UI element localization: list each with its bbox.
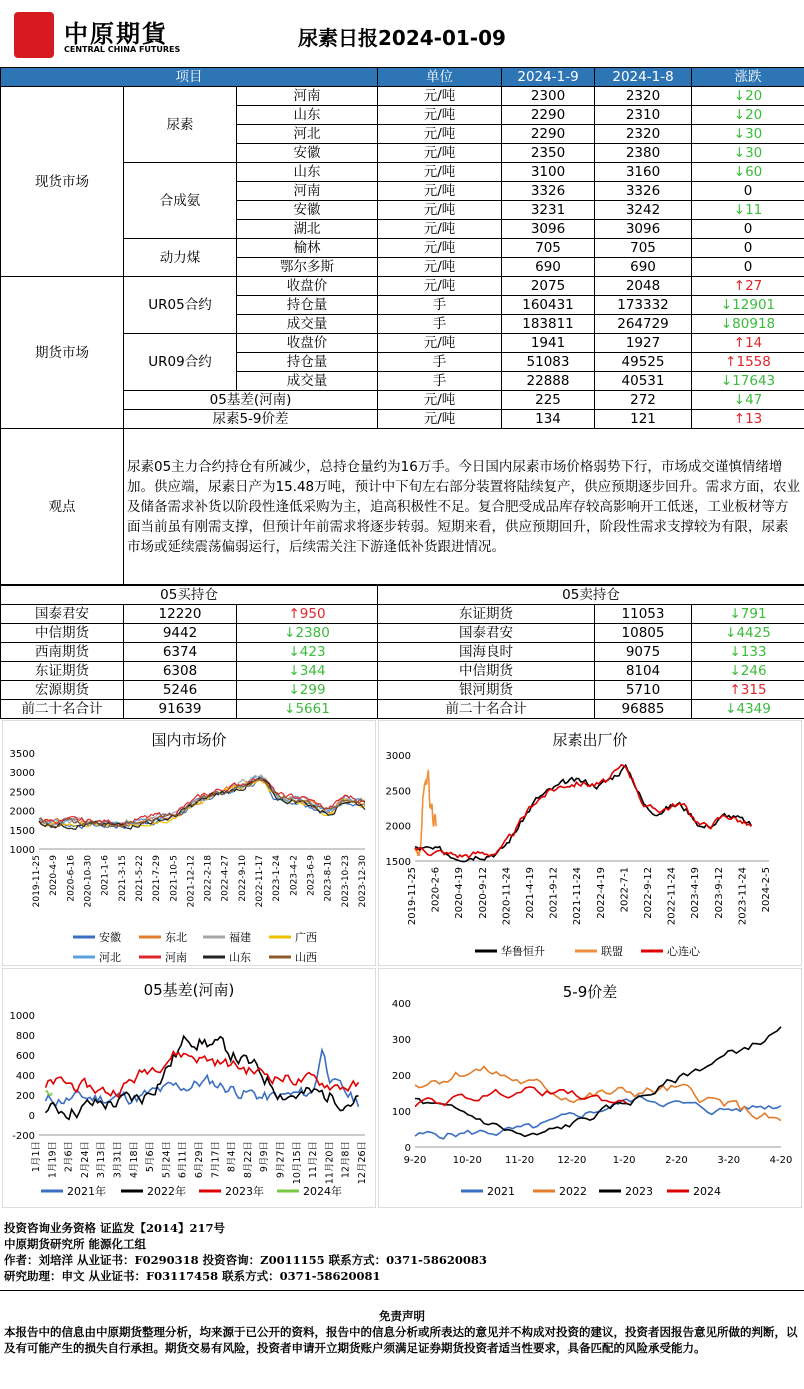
x-tick-label: 2024-2-5	[761, 867, 772, 913]
value-cell: 173332	[595, 296, 692, 315]
legend-label: 联盟	[601, 945, 623, 958]
x-tick-label: 1月1日	[31, 1141, 42, 1173]
x-tick-label: 7月17日	[210, 1141, 222, 1179]
series-line	[46, 1052, 359, 1098]
y-tick-label: 2500	[9, 787, 35, 799]
value-cell: 225	[502, 391, 595, 410]
author-info: 作者：刘培洋 从业证书：F0290318 投资咨询：Z0011155 联系方式：0371-58620083	[4, 1253, 487, 1267]
value-cell: 134	[502, 410, 595, 429]
value-cell: 2350	[502, 144, 595, 163]
value-cell: 2290	[502, 125, 595, 144]
y-tick-label: 3000	[385, 751, 411, 762]
unit-cell: 元/吨	[378, 106, 502, 125]
position-cell: 10805	[595, 624, 692, 643]
series-line	[39, 778, 365, 825]
footer	[0, 1212, 804, 1389]
legend-label: 山东	[229, 951, 251, 964]
value-cell: 264729	[595, 315, 692, 334]
unit-cell: 元/吨	[378, 163, 502, 182]
table-row	[1, 87, 804, 106]
value-cell: 3326	[502, 182, 595, 201]
region-cell: 河南	[237, 87, 378, 106]
item-cell: 成交量	[237, 315, 378, 334]
x-tick-label: 4-20	[769, 1155, 793, 1166]
broker-cell: 国泰君安	[1, 605, 124, 624]
x-tick-label: 2022-4-27	[220, 855, 231, 902]
buy-title: 05买持仓	[1, 586, 378, 605]
change-cell: ↑1558	[692, 353, 804, 372]
change-cell: 0	[692, 182, 804, 201]
change-cell: ↓344	[237, 662, 378, 681]
region-cell: 安徽	[237, 201, 378, 220]
unit-cell: 元/吨	[378, 220, 502, 239]
position-row	[1, 643, 804, 662]
y-tick-label: 300	[391, 1035, 411, 1046]
position-row	[1, 700, 804, 719]
x-tick-label: 9-20	[403, 1155, 427, 1166]
unit-cell: 元/吨	[378, 334, 502, 353]
header-item: 项目	[1, 68, 378, 87]
region-cell: 鄂尔多斯	[237, 258, 378, 277]
change-cell: ↓12901	[692, 296, 804, 315]
change-cell: ↓4425	[692, 624, 804, 643]
value-cell: 2380	[595, 144, 692, 163]
futures-market-label: 期货市场	[1, 277, 124, 429]
change-cell: ↓30	[692, 144, 804, 163]
item-cell: 收盘价	[237, 334, 378, 353]
value-cell: 2075	[502, 277, 595, 296]
position-cell: 6374	[124, 643, 237, 662]
legend-label: 2022	[559, 1185, 587, 1198]
logo-english: CENTRAL CHINA FUTURES	[64, 45, 181, 54]
product-group: 动力煤	[124, 239, 237, 277]
value-cell: 1927	[595, 334, 692, 353]
change-cell: ↓2380	[237, 624, 378, 643]
chart-spread	[378, 968, 802, 1208]
broker-cell: 东证期货	[378, 605, 595, 624]
change-cell: ↓423	[237, 643, 378, 662]
position-cell: 9075	[595, 643, 692, 662]
unit-cell: 元/吨	[378, 201, 502, 220]
table-header	[1, 68, 804, 87]
value-cell: 690	[502, 258, 595, 277]
unit-cell: 元/吨	[378, 125, 502, 144]
value-cell: 1941	[502, 334, 595, 353]
x-tick-label: 2020-11-24	[501, 867, 513, 926]
company-logo-icon	[14, 12, 54, 58]
y-tick-label: 1500	[9, 825, 35, 837]
series-line	[415, 1096, 781, 1139]
value-cell: 2320	[595, 125, 692, 144]
y-tick-label: 3000	[9, 768, 35, 780]
y-tick-label: 600	[15, 1051, 35, 1062]
x-tick-label: 2021-12-12	[186, 855, 197, 908]
value-cell: 3231	[502, 201, 595, 220]
chart-factory-price	[378, 720, 802, 966]
value-cell: 40531	[595, 372, 692, 391]
value-cell: 3326	[595, 182, 692, 201]
contract-group: UR09合约	[124, 334, 237, 391]
change-cell: ↓791	[692, 605, 804, 624]
unit-cell: 元/吨	[378, 239, 502, 258]
x-tick-label: 12-20	[557, 1155, 587, 1166]
x-tick-label: 10月15日	[291, 1141, 303, 1185]
unit-cell: 元/吨	[378, 182, 502, 201]
x-tick-label: 2021-11-24	[572, 867, 584, 926]
unit-cell: 元/吨	[378, 277, 502, 296]
x-tick-label: 2023-8-16	[323, 855, 334, 902]
x-tick-label: 1-20	[612, 1155, 636, 1166]
y-tick-label: 1500	[385, 857, 411, 868]
x-tick-label: 3月31日	[112, 1141, 124, 1179]
header-date2: 2024-1-8	[595, 68, 692, 87]
value-cell: 2290	[502, 106, 595, 125]
x-tick-label: 8月4日	[226, 1141, 238, 1173]
qualification: 投资咨询业务资格 证监发【2014】217号	[4, 1221, 226, 1235]
x-tick-label: 12月8日	[340, 1141, 352, 1179]
chart-title: 5-9价差	[562, 983, 618, 1001]
y-tick-label: -200	[12, 1131, 35, 1142]
series-line	[46, 1091, 53, 1095]
product-group: 尿素	[124, 87, 237, 163]
region-cell: 河北	[237, 125, 378, 144]
region-cell: 河南	[237, 182, 378, 201]
y-tick-label: 400	[15, 1071, 35, 1082]
broker-cell: 西南期货	[1, 643, 124, 662]
unit-cell: 元/吨	[378, 391, 502, 410]
y-tick-label: 0	[404, 1143, 411, 1154]
x-tick-label: 2023-10-23	[340, 855, 351, 908]
x-tick-label: 9月27日	[275, 1141, 287, 1179]
position-row	[1, 605, 804, 624]
position-cell: 8104	[595, 662, 692, 681]
x-tick-label: 1月19日	[47, 1141, 59, 1179]
x-tick-label: 5月24日	[161, 1141, 173, 1179]
x-tick-label: 6月29日	[194, 1141, 205, 1179]
change-cell: ↓11	[692, 201, 804, 220]
legend-label: 福建	[229, 931, 251, 944]
unit-cell: 元/吨	[378, 87, 502, 106]
change-cell: ↓246	[692, 662, 804, 681]
legend-label: 河南	[165, 951, 187, 964]
legend-label: 2021年	[67, 1185, 106, 1198]
contract-group: UR05合约	[124, 277, 237, 334]
legend-label: 2024	[693, 1185, 721, 1198]
organization: 中原期货研究所 能源化工组	[4, 1237, 147, 1251]
value-cell: 705	[502, 239, 595, 258]
x-tick-label: 5月6日	[145, 1141, 157, 1173]
x-tick-label: 2022-7-1	[619, 867, 631, 913]
position-cell: 5710	[595, 681, 692, 700]
y-tick-label: 1000	[9, 845, 35, 856]
broker-cell: 国泰君安	[378, 624, 595, 643]
value-cell: 3096	[502, 220, 595, 239]
x-tick-label: 2023-12-30	[358, 855, 368, 908]
broker-cell: 中信期货	[378, 662, 595, 681]
series-line	[46, 1050, 359, 1107]
change-cell: ↓4349	[692, 700, 804, 719]
positions-header	[1, 586, 804, 605]
broker-cell: 银河期货	[378, 681, 595, 700]
value-cell: 3242	[595, 201, 692, 220]
position-cell: 9442	[124, 624, 237, 643]
x-tick-label: 2020-4-9	[49, 855, 60, 896]
change-cell: ↓80918	[692, 315, 804, 334]
assistant-info: 研究助理：申文 从业证书：F03117458 联系方式：0371-58620081	[4, 1269, 381, 1283]
change-cell: ↑950	[237, 605, 378, 624]
x-tick-label: 2022-9-12	[643, 867, 654, 919]
chart-title: 尿素出厂价	[552, 731, 628, 749]
value-cell: 2048	[595, 277, 692, 296]
series-line	[415, 1087, 627, 1107]
x-tick-label: 2020-10-30	[83, 855, 94, 908]
value-cell: 2300	[502, 87, 595, 106]
position-cell: 91639	[124, 700, 237, 719]
change-cell: ↑315	[692, 681, 804, 700]
view-text: 尿素05主力合约持仓有所减少，总持仓量约为16万手。今日国内尿素市场价格弱势下行，市场成交谨慎情绪增加。供应端，尿素日产为15.48万吨，预计中下旬左右部分装置将陆续复产，供应预期逐步回升。需求方面，农业及储备需求补货以阶段性逢低采购为主，追高积极性不足。复合肥受成品库存较高影响开工低迷，工业板材等方面当前虽有刚需支撑，但预计年前需求将逐步转弱。短期来看，供应预期回升，阶段性需求支撑较为有限，尿素市场或延续震荡偏弱运行，后续需关注下游逢低补货跟进情况。	[124, 429, 804, 585]
legend-label: 2023年	[225, 1185, 264, 1198]
legend-label: 心连心	[667, 945, 700, 958]
view-row	[1, 429, 804, 585]
market-table	[0, 67, 804, 585]
product-group: 合成氨	[124, 163, 237, 239]
item-cell: 尿素5-9价差	[124, 410, 378, 429]
x-tick-label: 3月13日	[96, 1141, 108, 1179]
x-tick-label: 2019-11-25	[32, 855, 42, 908]
logo-chinese: 中原期貨	[64, 20, 168, 48]
x-tick-label: 2020-4-19	[454, 867, 466, 919]
positions-table	[0, 585, 804, 719]
series-line	[415, 771, 436, 856]
x-tick-label: 2021-3-15	[117, 855, 128, 902]
legend-label: 河北	[99, 951, 121, 964]
value-cell: 160431	[502, 296, 595, 315]
x-tick-label: 9月9日	[259, 1141, 271, 1173]
view-label: 观点	[1, 429, 124, 585]
x-tick-label: 2021-1-6	[100, 855, 111, 896]
change-cell: ↓5661	[237, 700, 378, 719]
value-cell: 3160	[595, 163, 692, 182]
x-tick-label: 2021-10-5	[169, 855, 180, 902]
table-row	[1, 277, 804, 296]
change-cell: ↑27	[692, 277, 804, 296]
position-cell: 11053	[595, 605, 692, 624]
x-tick-label: 2023-9-12	[713, 867, 725, 919]
y-tick-label: 1000	[9, 1011, 35, 1022]
x-tick-label: 2021-7-29	[152, 855, 163, 902]
x-tick-label: 2022-2-18	[203, 855, 214, 902]
header-unit: 单位	[378, 68, 502, 87]
chart-title: 05基差(河南)	[143, 981, 235, 999]
value-cell: 49525	[595, 353, 692, 372]
x-tick-label: 2023-1-24	[272, 855, 283, 902]
value-cell: 22888	[502, 372, 595, 391]
change-cell: ↓20	[692, 106, 804, 125]
unit-cell: 手	[378, 372, 502, 391]
change-cell: ↓299	[237, 681, 378, 700]
y-tick-label: 400	[391, 999, 411, 1010]
x-tick-label: 2023-6-9	[306, 855, 317, 896]
x-tick-label: 11月2日	[308, 1141, 320, 1179]
x-tick-label: 2021-4-19	[525, 867, 536, 919]
y-tick-label: 2000	[9, 806, 35, 818]
unit-cell: 手	[378, 315, 502, 334]
region-cell: 山东	[237, 163, 378, 182]
region-cell: 湖北	[237, 220, 378, 239]
position-cell: 5246	[124, 681, 237, 700]
position-cell: 6308	[124, 662, 237, 681]
legend-label: 2024年	[303, 1185, 342, 1198]
x-tick-label: 2022-11-17	[255, 855, 266, 908]
value-cell: 2310	[595, 106, 692, 125]
item-cell: 持仓量	[237, 353, 378, 372]
x-tick-label: 11-20	[505, 1155, 535, 1166]
series-line	[46, 1036, 359, 1119]
position-cell: 96885	[595, 700, 692, 719]
chart-title: 国内市场价	[151, 731, 227, 749]
unit-cell: 元/吨	[378, 144, 502, 163]
value-cell: 183811	[502, 315, 595, 334]
item-cell: 收盘价	[237, 277, 378, 296]
chart-domestic-price	[2, 720, 376, 966]
value-cell: 272	[595, 391, 692, 410]
change-cell: ↓133	[692, 643, 804, 662]
y-tick-label: 800	[15, 1031, 35, 1042]
x-tick-label: 6月11日	[177, 1141, 189, 1179]
header-date1: 2024-1-9	[502, 68, 595, 87]
x-tick-label: 2023-4-2	[289, 855, 300, 896]
report-title: 尿素日报2024-01-09	[298, 26, 506, 50]
change-cell: ↓60	[692, 163, 804, 182]
unit-cell: 元/吨	[378, 258, 502, 277]
position-cell: 12220	[124, 605, 237, 624]
x-tick-label: 11月20日	[324, 1141, 336, 1185]
item-cell: 成交量	[237, 372, 378, 391]
x-tick-label: 2020-9-12	[477, 867, 489, 919]
x-tick-label: 10-20	[452, 1155, 482, 1166]
value-cell: 705	[595, 239, 692, 258]
x-tick-label: 12月26日	[357, 1141, 368, 1185]
series-line	[415, 765, 751, 858]
y-tick-label: 3500	[9, 749, 35, 760]
legend-label: 华鲁恒升	[501, 945, 545, 958]
broker-cell: 前二十名合计	[1, 700, 124, 719]
y-tick-label: 200	[15, 1091, 35, 1102]
region-cell: 山东	[237, 106, 378, 125]
legend-label: 2023	[625, 1185, 653, 1198]
x-tick-label: 2020-6-16	[66, 855, 77, 902]
x-tick-label: 2月24日	[79, 1141, 91, 1179]
x-tick-label: 2023-11-24	[737, 867, 749, 926]
value-cell: 3096	[595, 220, 692, 239]
change-cell: ↑14	[692, 334, 804, 353]
change-cell: 0	[692, 220, 804, 239]
position-row	[1, 681, 804, 700]
unit-cell: 元/吨	[378, 410, 502, 429]
legend-label: 安徽	[99, 931, 121, 944]
value-cell: 690	[595, 258, 692, 277]
region-cell: 安徽	[237, 144, 378, 163]
x-tick-label: 2022-4-19	[595, 867, 607, 919]
x-tick-label: 2-20	[665, 1155, 688, 1166]
chart-basis	[2, 968, 376, 1208]
broker-cell: 宏源期货	[1, 681, 124, 700]
x-tick-label: 8月22日	[242, 1141, 254, 1179]
unit-cell: 手	[378, 296, 502, 315]
legend-label: 山西	[295, 951, 317, 964]
sell-title: 05卖持仓	[378, 586, 804, 605]
position-row	[1, 624, 804, 643]
legend-label: 东北	[165, 931, 187, 944]
x-tick-label: 2020-2-6	[430, 867, 442, 913]
value-cell: 121	[595, 410, 692, 429]
legend-label: 2022年	[147, 1185, 186, 1198]
x-tick-label: 2022-9-10	[237, 855, 248, 902]
x-tick-label: 2021-9-12	[548, 867, 560, 919]
change-cell: 0	[692, 239, 804, 258]
x-tick-label: 2019-11-25	[407, 867, 418, 926]
broker-cell: 国海良时	[378, 643, 595, 662]
x-tick-label: 2023-4-19	[690, 867, 702, 919]
y-tick-label: 100	[391, 1107, 411, 1118]
position-row	[1, 662, 804, 681]
broker-cell: 中信期货	[1, 624, 124, 643]
disclaimer-title: 免责声明	[379, 1309, 425, 1323]
broker-cell: 东证期货	[1, 662, 124, 681]
change-cell: ↑13	[692, 410, 804, 429]
region-cell: 榆林	[237, 239, 378, 258]
disclaimer-text: 本报告中的信息由中原期货整理分析，均来源于已公开的资料，报告中的信息分析或所表达的意见并不构成对投资的建议，投资者因报告意见所做的判断，以及有可能产生的损失自行承担。期货交易有风险，投资者申请开立期货账户须满足证券期货投资者适当性要求，具备匹配的风险承受能力。	[4, 1325, 798, 1355]
item-cell: 持仓量	[237, 296, 378, 315]
header-change: 涨跌	[692, 68, 804, 87]
x-tick-label: 3-20	[717, 1155, 741, 1166]
value-cell: 3100	[502, 163, 595, 182]
change-cell: ↓20	[692, 87, 804, 106]
y-tick-label: 2000	[385, 821, 411, 833]
value-cell: 51083	[502, 353, 595, 372]
value-cell: 2320	[595, 87, 692, 106]
change-cell: ↓47	[692, 391, 804, 410]
series-line	[415, 1027, 781, 1137]
item-cell: 05基差(河南)	[124, 391, 378, 410]
legend-label: 2021	[487, 1185, 515, 1198]
change-cell: ↓30	[692, 125, 804, 144]
y-tick-label: 2500	[385, 786, 411, 798]
series-line	[39, 777, 365, 827]
x-tick-label: 4月18日	[128, 1141, 140, 1179]
x-tick-label: 2022-11-24	[666, 867, 678, 926]
x-tick-label: 2021-5-22	[134, 855, 145, 902]
unit-cell: 手	[378, 353, 502, 372]
y-tick-label: 200	[391, 1071, 411, 1082]
legend-label: 广西	[295, 931, 317, 944]
spot-market-label: 现货市场	[1, 87, 124, 277]
report-header	[0, 0, 804, 66]
x-tick-label: 2月6日	[63, 1141, 75, 1173]
y-tick-label: 0	[28, 1111, 35, 1122]
broker-cell: 前二十名合计	[378, 700, 595, 719]
change-cell: 0	[692, 258, 804, 277]
series-line	[415, 765, 751, 861]
change-cell: ↓17643	[692, 372, 804, 391]
